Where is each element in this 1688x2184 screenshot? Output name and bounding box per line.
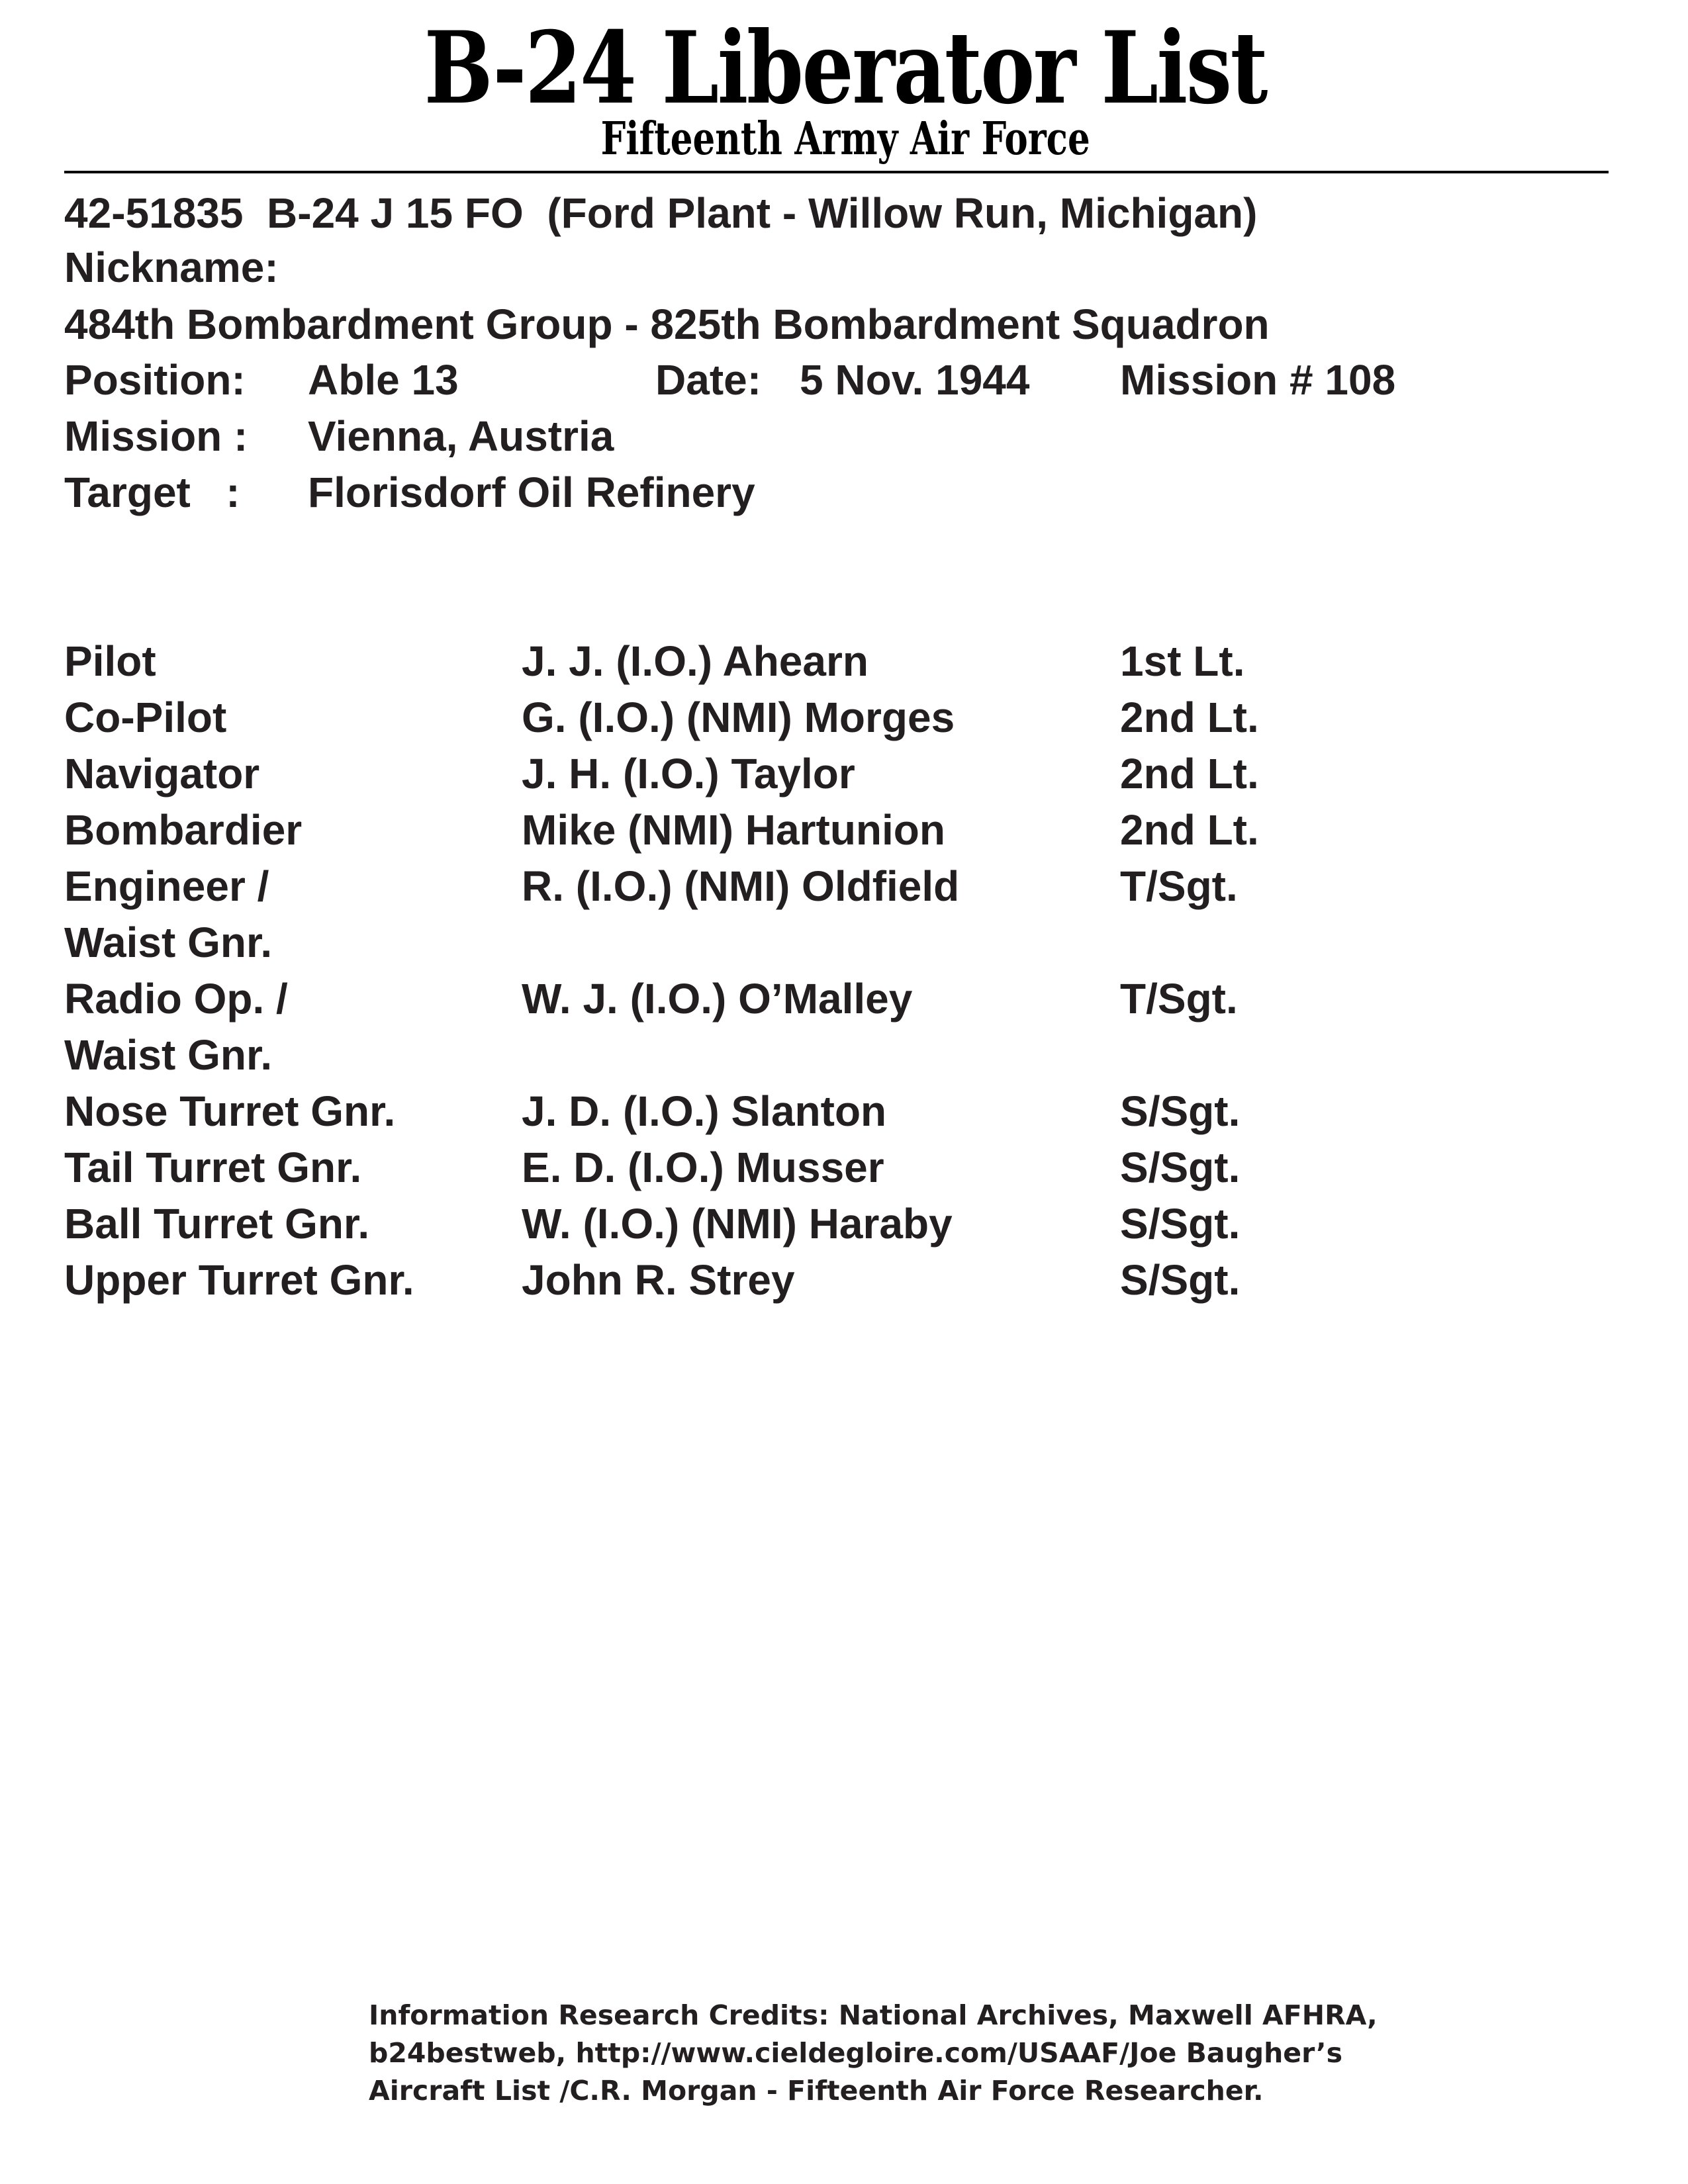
crew-role: Tail Turret Gnr.: [64, 1144, 362, 1191]
crew-name: R. (I.O.) (NMI) Oldfield: [522, 862, 960, 910]
crew-row: [0, 971, 1688, 1026]
crew-role: Bombardier: [64, 806, 303, 854]
crew-role: Waist Gnr.: [64, 1031, 273, 1079]
crew-name: J. J. (I.O.) Ahearn: [522, 637, 868, 685]
aircraft-serial-line: 42-51835 B-24 J 15 FO (Ford Plant - Willow Run, Michigan): [64, 189, 1258, 237]
header-divider: [64, 171, 1609, 173]
target-value: Florisdorf Oil Refinery: [308, 469, 755, 516]
unit-line: 484th Bombardment Group - 825th Bombardment Squadron: [64, 300, 1270, 348]
crew-name: E. D. (I.O.) Musser: [522, 1144, 884, 1191]
crew-name: J. H. (I.O.) Taylor: [522, 750, 855, 797]
crew-row: [0, 633, 1688, 689]
crew-row: [0, 1083, 1688, 1139]
crew-role: Upper Turret Gnr.: [64, 1256, 414, 1304]
crew-row: [0, 802, 1688, 858]
position-value: Able 13: [308, 356, 459, 404]
mission-number: Mission # 108: [1120, 356, 1396, 404]
crew-row: [0, 746, 1688, 801]
crew-row: [0, 1140, 1688, 1195]
crew-row: [0, 915, 1688, 970]
date-label: Date:: [655, 356, 762, 404]
credits-line: Information Research Credits: National Archives, Maxwell AFHRA,: [369, 1999, 1378, 2031]
crew-name: Mike (NMI) Hartunion: [522, 806, 945, 854]
crew-name: W. (I.O.) (NMI) Haraby: [522, 1200, 953, 1248]
crew-rank: 2nd Lt.: [1120, 750, 1259, 797]
crew-role: Radio Op. /: [64, 975, 288, 1023]
crew-row: [0, 1252, 1688, 1308]
crew-rank: S/Sgt.: [1120, 1200, 1241, 1248]
crew-role: Nose Turret Gnr.: [64, 1087, 396, 1135]
crew-name: G. (I.O.) (NMI) Morges: [522, 694, 955, 741]
crew-role: Co-Pilot: [64, 694, 227, 741]
credits-line: b24bestweb, http://www.cieldegloire.com/USAAF/Joe Baugher’s: [369, 2037, 1343, 2069]
crew-rank: 2nd Lt.: [1120, 806, 1259, 854]
nickname-label: Nickname:: [64, 244, 279, 291]
crew-role: Waist Gnr.: [64, 919, 273, 966]
crew-rank: S/Sgt.: [1120, 1087, 1241, 1135]
research-credits: [369, 1997, 1378, 2110]
crew-row: [0, 858, 1688, 914]
date-value: 5 Nov. 1944: [800, 356, 1030, 404]
crew-name: J. D. (I.O.) Slanton: [522, 1087, 887, 1135]
credits-line: Aircraft List /C.R. Morgan - Fifteenth Air Force Researcher.: [369, 2075, 1264, 2107]
crew-name: John R. Strey: [522, 1256, 795, 1304]
crew-rank: T/Sgt.: [1120, 975, 1238, 1023]
crew-role: Engineer /: [64, 862, 269, 910]
crew-role: Pilot: [64, 637, 156, 685]
crew-row: [0, 1027, 1688, 1083]
page-title: B-24 Liberator List: [424, 10, 1266, 126]
mission-label: Mission :: [64, 412, 248, 460]
crew-name: W. J. (I.O.) O’Malley: [522, 975, 913, 1023]
crew-row: [0, 690, 1688, 745]
crew-rank: T/Sgt.: [1120, 862, 1238, 910]
mission-value: Vienna, Austria: [308, 412, 614, 460]
crew-rank: 2nd Lt.: [1120, 694, 1259, 741]
page-subtitle: Fifteenth Army Air Force: [600, 113, 1090, 165]
crew-rank: S/Sgt.: [1120, 1144, 1241, 1191]
crew-rank: S/Sgt.: [1120, 1256, 1241, 1304]
crew-rank: 1st Lt.: [1120, 637, 1245, 685]
position-label: Position:: [64, 356, 246, 404]
crew-role: Navigator: [64, 750, 260, 797]
crew-row: [0, 1196, 1688, 1251]
crew-role: Ball Turret Gnr.: [64, 1200, 370, 1248]
target-label: Target :: [64, 469, 240, 516]
